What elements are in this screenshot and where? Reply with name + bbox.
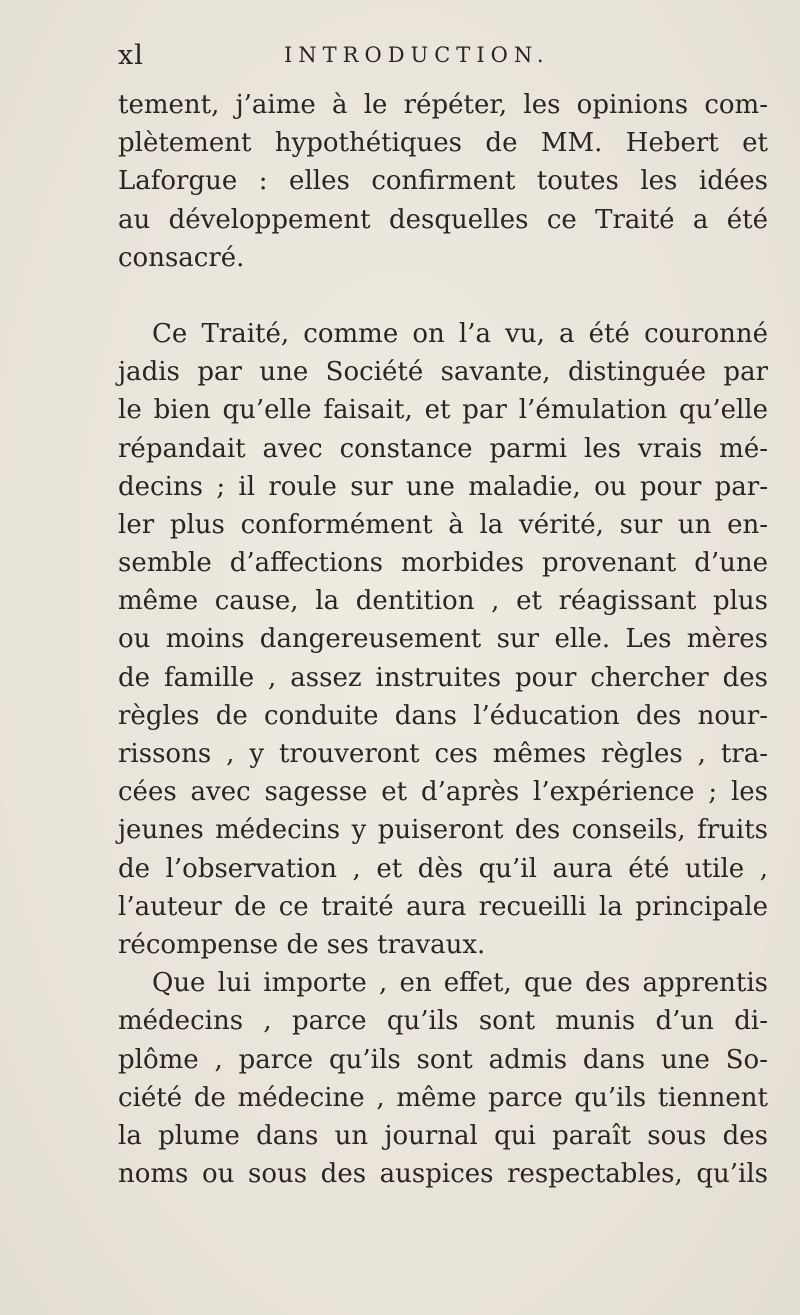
text-line: répandait avec constance parmi les vrais mé- bbox=[118, 433, 768, 464]
paragraph-1 bbox=[118, 86, 768, 277]
text-line: même cause, la dentition , et réagissant plus bbox=[118, 586, 768, 617]
page-number: xl bbox=[118, 40, 144, 71]
text-line: plètement hypothétiques de MM. Hebert et bbox=[118, 128, 768, 159]
text-line: la plume dans un journal qui paraît sous des bbox=[118, 1120, 768, 1151]
text-line: cées avec sagesse et d’après l’expérience ; les bbox=[118, 777, 768, 808]
text-line: noms ou sous des auspices respectables, qu’ils bbox=[118, 1159, 768, 1190]
text-line: de l’observation , et dès qu’il aura été utile , bbox=[118, 853, 768, 884]
text-line: Que lui importe , en effet, que des apprentis bbox=[152, 968, 768, 999]
text-line: Laforgue : elles confirment toutes les idées bbox=[118, 166, 768, 197]
body-text bbox=[118, 86, 768, 1193]
paragraph-2 bbox=[118, 315, 768, 964]
text-line: au développement desquelles ce Traité a été bbox=[118, 204, 768, 235]
text-line: decins ; il roule sur une maladie, ou pour par- bbox=[118, 471, 768, 502]
text-line: ciété de médecine , même parce qu’ils tiennent bbox=[118, 1082, 768, 1113]
running-head: INTRODUCTION. bbox=[284, 43, 550, 67]
text-line: de famille , assez instruites pour chercher des bbox=[118, 662, 768, 693]
text-line: règles de conduite dans l’éducation des nour- bbox=[118, 700, 768, 731]
text-line: Ce Traité, comme on l’a vu, a été couronné bbox=[152, 318, 768, 349]
paragraph-3 bbox=[118, 964, 768, 1193]
text-line: récompense de ses travaux. bbox=[118, 929, 486, 960]
text-line: l’auteur de ce traité aura recueilli la principale bbox=[118, 891, 768, 922]
text-line: le bien qu’elle faisait, et par l’émulation qu’elle bbox=[118, 395, 768, 426]
page-header bbox=[118, 40, 758, 80]
text-line: consacré. bbox=[118, 242, 245, 273]
text-line: ler plus conformément à la vérité, sur un en- bbox=[118, 509, 768, 540]
paragraph-gap bbox=[118, 277, 768, 315]
text-line: ou moins dangereusement sur elle. Les mères bbox=[118, 624, 768, 655]
text-line: jadis par une Société savante, distinguée par bbox=[118, 357, 768, 388]
text-line: rissons , y trouveront ces mêmes règles , tra- bbox=[118, 739, 768, 769]
text-line: tement, j’aime à le répéter, les opinions com- bbox=[118, 90, 768, 120]
text-line: plôme , parce qu’ils sont admis dans une So- bbox=[118, 1044, 768, 1075]
text-line: médecins , parce qu’ils sont munis d’un di- bbox=[118, 1006, 768, 1037]
text-line: semble d’affections morbides provenant d’une bbox=[118, 548, 768, 579]
text-line: jeunes médecins y puiseront des conseils, fruits bbox=[118, 815, 768, 846]
